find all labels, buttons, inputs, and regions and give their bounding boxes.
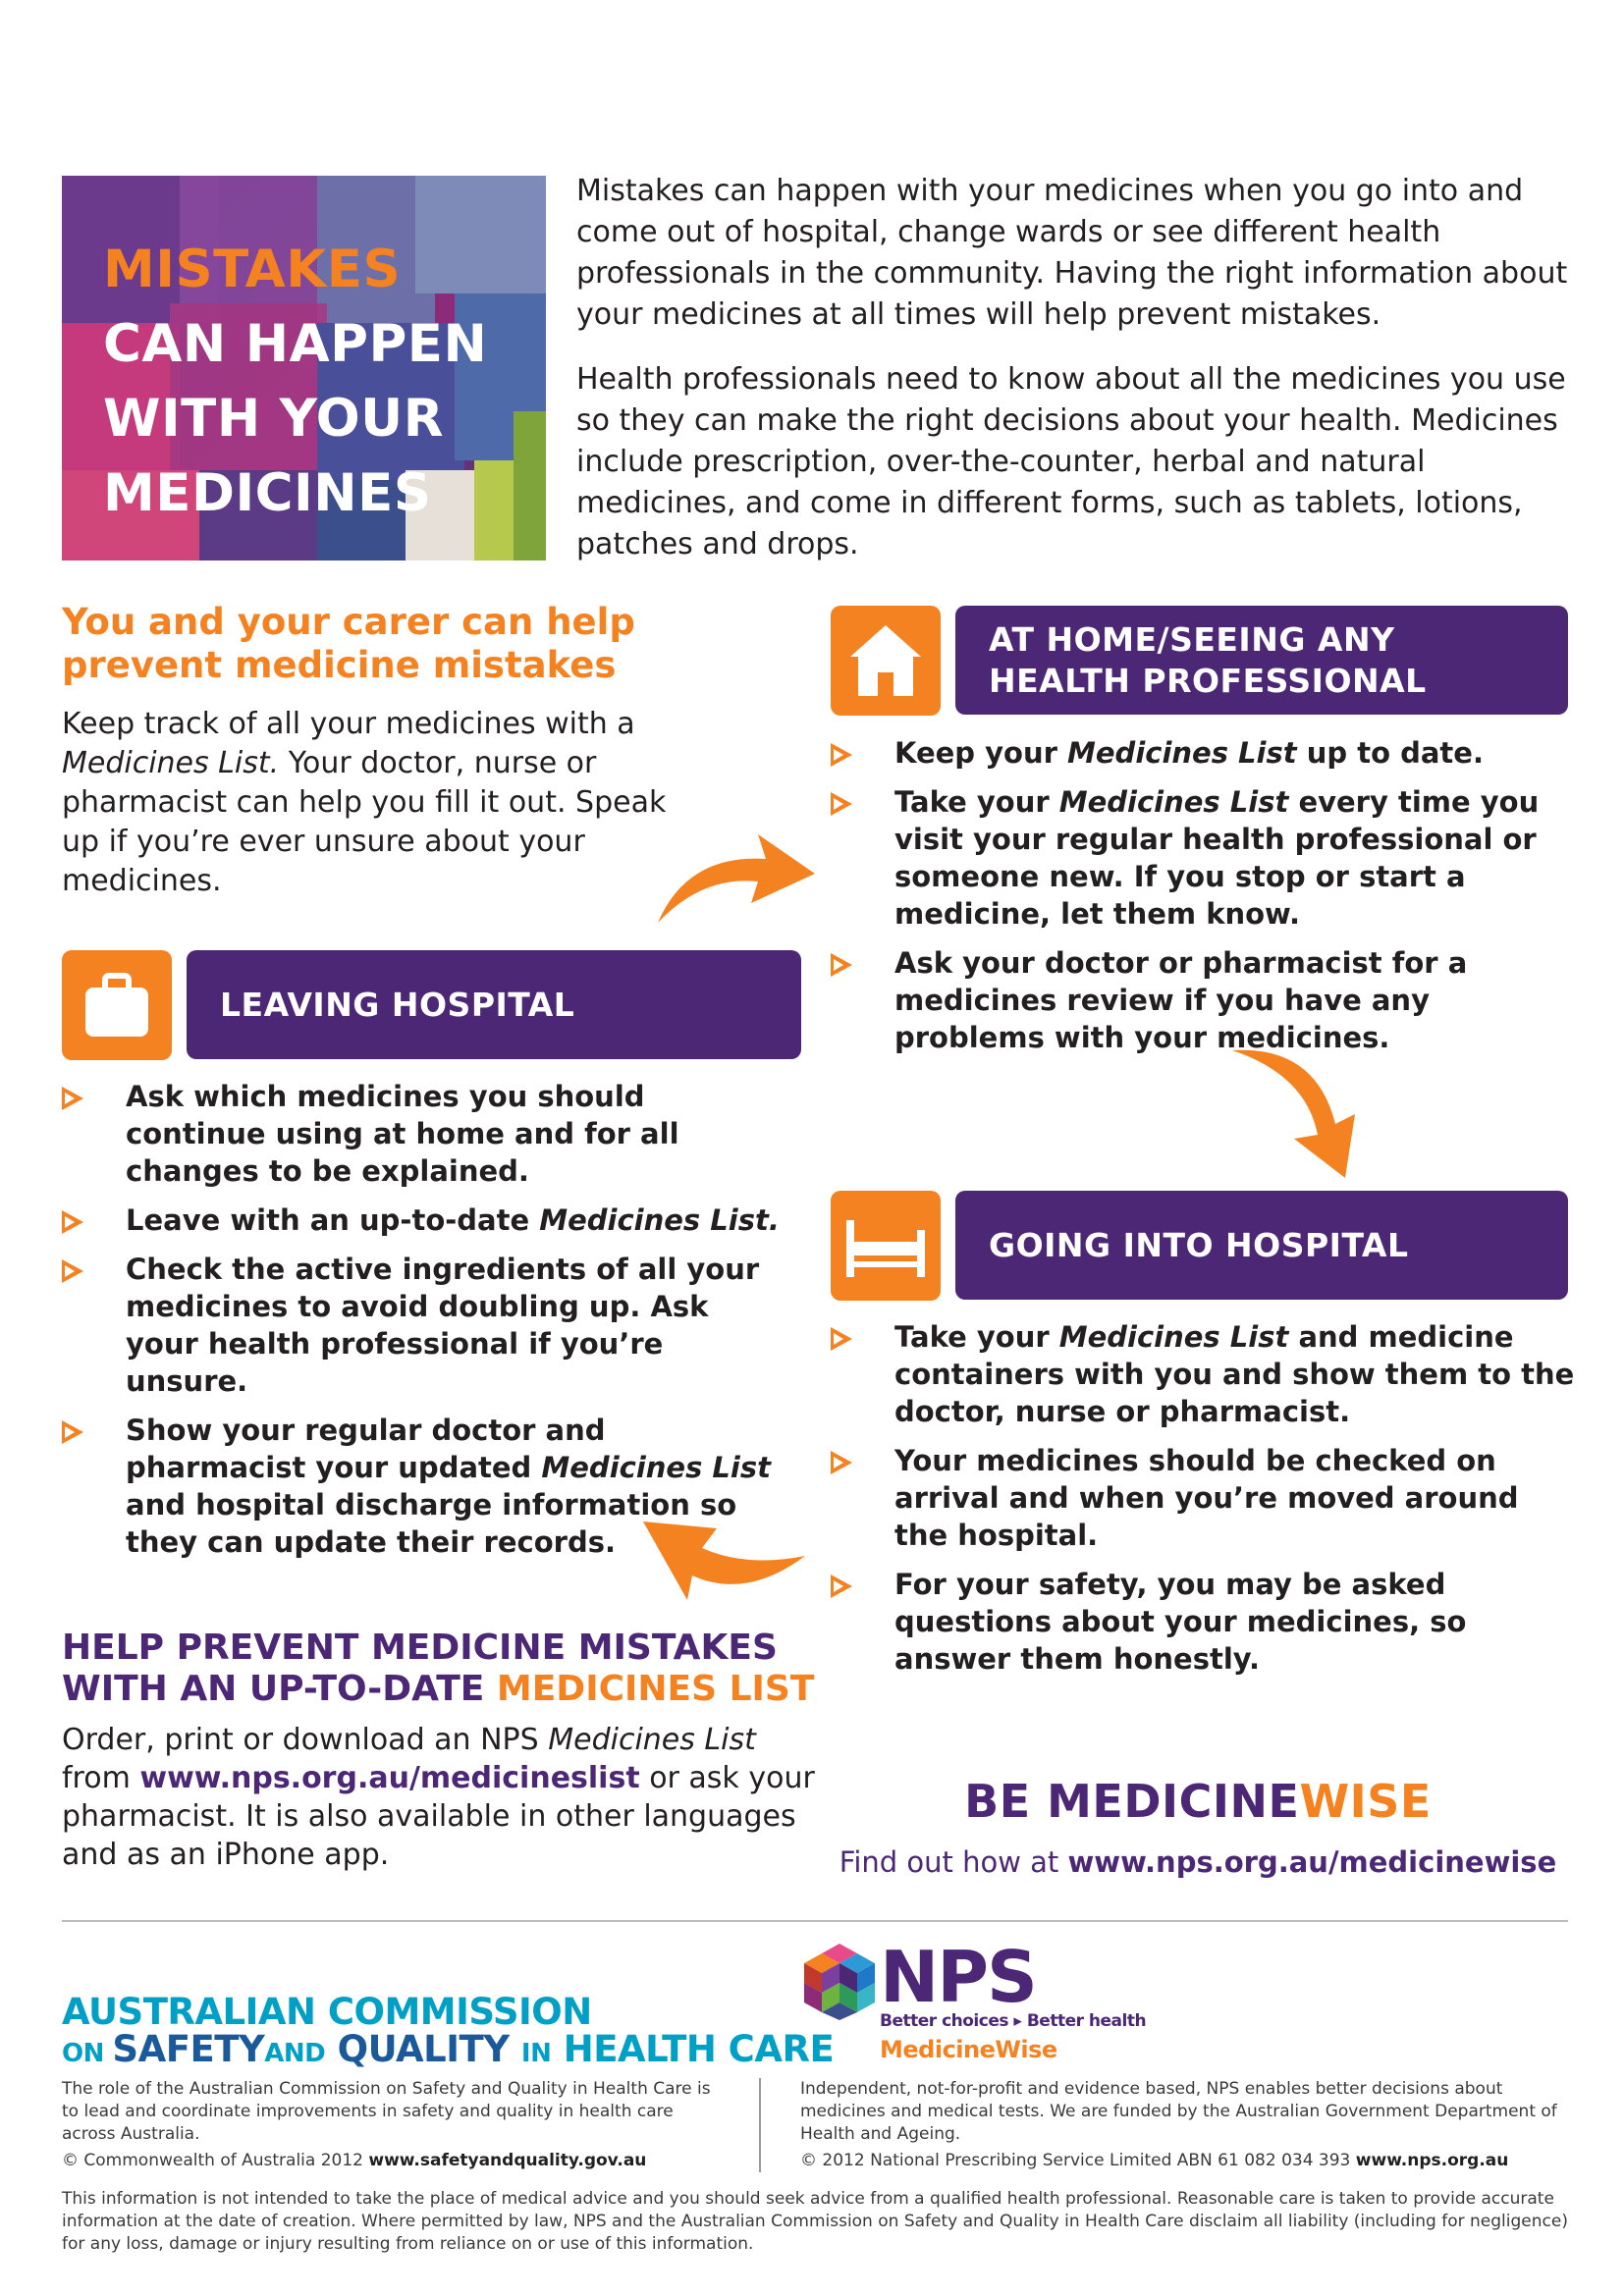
hospital-bed-icon-tile [831,1191,941,1301]
going-into-hospital-list [831,1318,1577,1689]
help-text: from [62,1761,140,1795]
hero-title [103,233,487,531]
flow-arrow-icon [648,815,825,933]
hero-title-line: CAN HAPPEN [103,314,488,374]
list-text: and hospital discharge information so they can update their records. [126,1488,737,1559]
acsqhc-link[interactable]: www.safetyandquality.gov.au [368,2151,647,2170]
list-text: Ask which medicines you should continue using at home and for all changes to be explained. [126,1080,679,1188]
help-body [62,1721,828,1874]
nps-medicinewise-text: MedicineWise [880,2036,1057,2063]
bullet-arrow-icon [831,1327,852,1351]
list-item [831,1442,1577,1554]
list-item [831,783,1577,933]
acsqhc-logo-small: IN [520,2039,552,2068]
acsqhc-copyright [62,2150,730,2172]
list-text: Ask your doctor or pharmacist for a medicines review if you have any problems with your medicines. [894,946,1468,1054]
house-icon [831,606,941,716]
house-icon-tile [831,606,941,716]
bullet-arrow-icon [831,743,852,767]
nps-footer [800,2078,1576,2172]
hospital-bed-icon [831,1191,941,1301]
acsqhc-logo-line [62,2028,834,2070]
list-text-emphasis: Medicines List [1058,1320,1289,1354]
copyright-text: © 2012 National Prescribing Service Limited ABN 61 082 034 393 [800,2151,1356,2170]
list-text-emphasis: Medicines List [1058,785,1289,819]
footer-vertical-divider [759,2078,761,2172]
bullet-arrow-icon [62,1259,83,1283]
disclaimer-text: This information is not intended to take the place of medical advice and you should seek advice from a qualified health professional. Reasonable care is taken to provide accurate information at the date of creation. Where permitted by law, NPS and the Australian Commission on Safety and Quality in Health Care disclaim all liability (including for negligence) for any loss, damage or injury resulting from reliance on or use of this information. [62,2189,1568,2254]
acsqhc-logo-word: QUALITY [337,2028,510,2070]
list-item [831,1566,1577,1678]
intro-paragraph: Mistakes can happen with your medicines when you go into and come out of hospital, change wards or see different health professionals in the community. Having the right information about your medicines at all times will help prevent mistakes. [576,174,1568,332]
carer-text-emphasis: Medicines List. [62,746,280,780]
help-heading-line [62,1669,847,1710]
medicinewise-title-highlight: WISE [1299,1775,1432,1828]
list-text: Your medicines should be checked on arrival and when you’re moved around the hospital. [894,1444,1519,1552]
nps-tagline: Better choices ▸ Better health [880,2011,1147,2031]
intro-paragraph: Health professionals need to know about all the medicines you use so they can make the right decisions about your health. Medicines include prescription, over-the-counter, herbal and natural medicines, and come in different forms, such as tablets, lotions, patches and drops. [576,362,1566,561]
hero-banner [62,176,546,561]
list-text: Take your [894,785,1059,819]
acsqhc-logo-word: SAFETY [112,2028,265,2070]
hero-title-line: MEDICINES [103,463,432,523]
medicines-list-link[interactable]: www.nps.org.au/medicineslist [139,1761,640,1795]
medicinewise-link[interactable]: www.nps.org.au/medicinewise [1067,1845,1557,1879]
bullet-arrow-icon [62,1420,83,1444]
medicinewise-title-text: BE MEDICINE [964,1775,1300,1828]
list-text: Leave with an up-to-date [126,1203,540,1237]
carer-text: Keep track of all your medicines with a [62,707,635,741]
help-heading-text: WITH AN UP-TO-DATE [62,1669,497,1709]
leaving-hospital-list [62,1078,788,1573]
acsqhc-logo-small: AND [264,2039,326,2068]
at-home-heading-line: HEALTH PROFESSIONAL [989,661,1427,700]
medicinewise-subtitle [835,1845,1561,1879]
footer-divider [62,1920,1568,1922]
nps-copyright [800,2150,1576,2172]
acsqhc-logo-word: HEALTH CARE [563,2028,835,2070]
acsqhc-logo-line: AUSTRALIAN COMMISSION [62,1991,592,2033]
carer-heading: You and your carer can help prevent medicine mistakes [62,601,635,686]
bullet-arrow-icon [62,1210,83,1234]
hero-title-line: WITH YOUR [103,389,445,449]
help-heading-line: HELP PREVENT MEDICINE MISTAKES [62,1628,778,1668]
list-item [62,1251,788,1400]
flow-arrow-icon [1227,1041,1375,1188]
bullet-arrow-icon [831,1575,852,1598]
list-item [831,734,1577,772]
list-text-emphasis: Medicines List [1067,736,1297,770]
list-item [831,1318,1577,1430]
at-home-heading-line: AT HOME/SEEING ANY [989,619,1395,659]
hero-tile [514,411,546,561]
medicinewise-title [854,1775,1542,1828]
acsqhc-logo-small: ON [62,2039,113,2068]
list-text: up to date. [1296,736,1484,770]
list-text: Take your [894,1320,1059,1354]
nps-cube-logo-icon [800,1942,879,2022]
bullet-arrow-icon [831,792,852,816]
leaving-hospital-heading: LEAVING HOSPITAL [187,950,801,1059]
copyright-text: © Commonwealth of Australia 2012 [62,2151,369,2170]
help-heading-highlight: MEDICINES LIST [496,1669,815,1709]
at-home-list [831,734,1577,1068]
nps-logo-text: NPS [880,1936,1036,2018]
suitcase-icon-tile [62,950,172,1060]
medicinewise-subtitle-text: Find out how at [839,1845,1068,1879]
list-text-emphasis: Medicines List [541,1451,771,1484]
help-text: or ask your pharmacist. It is also available in other languages and as an iPhone app. [62,1761,815,1872]
list-text: and medicine containers with you and show them to the doctor, nurse or pharmacist. [894,1320,1575,1428]
list-text-emphasis: Medicines List. [539,1203,780,1237]
bullet-arrow-icon [62,1087,83,1110]
list-text: every time you visit your regular health professional or someone new. If you stop or start a medicine, let them know. [894,785,1540,931]
bullet-arrow-icon [831,1451,852,1474]
list-item [62,1078,788,1190]
acsqhc-description: The role of the Australian Commission on Safety and Quality in Health Care is to lead and coordinate improvements in safety and quality in health care across Australia. [62,2079,711,2144]
intro-text [576,171,1568,589]
carer-body [62,705,671,901]
help-text: Order, print or download an NPS [62,1723,549,1757]
list-item [62,1201,788,1239]
help-heading [62,1628,847,1710]
at-home-heading [955,606,1568,715]
nps-description: Independent, not-for-profit and evidence based, NPS enables better decisions about medicines and medical tests. We are funded by the Australian Government Department of Health and Ageing. [800,2079,1557,2144]
list-text: Show your regular doctor and pharmacist your updated [126,1414,606,1484]
hero-title-line: MISTAKES [103,240,402,299]
flow-arrow-icon [638,1507,810,1605]
going-into-hospital-heading: GOING INTO HOSPITAL [955,1191,1568,1300]
list-item [831,944,1577,1056]
bullet-arrow-icon [831,953,852,977]
list-text: For your safety, you may be asked questions about your medicines, so answer them honestly. [894,1568,1467,1676]
list-text: Check the active ingredients of all your medicines to avoid doubling up. Ask your health professional if you’re unsure. [126,1253,760,1398]
nps-link[interactable]: www.nps.org.au [1355,2151,1509,2170]
list-text: Keep your [894,736,1068,770]
suitcase-icon [62,950,172,1060]
help-text-emphasis: Medicines List [548,1723,756,1757]
acsqhc-footer [62,2078,730,2172]
carer-text: Your doctor, nurse or pharmacist can help you fill it out. Speak up if you’re ever unsure about your medicines. [62,746,667,898]
